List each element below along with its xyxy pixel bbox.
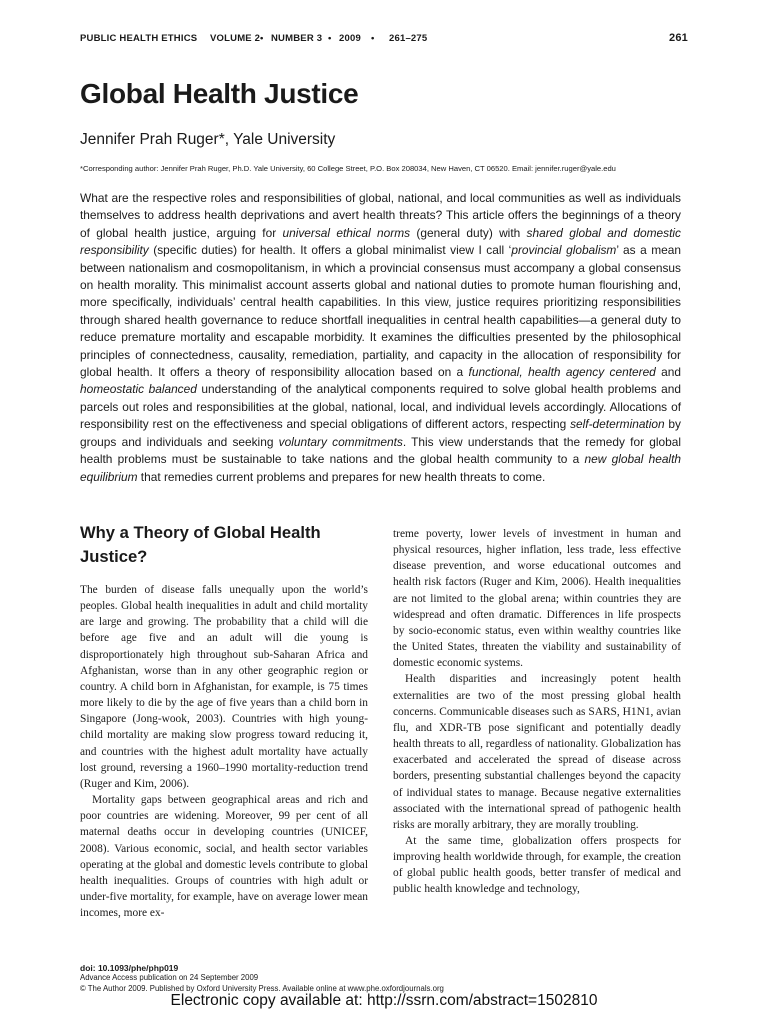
author-line: Jennifer Prah Ruger*, Yale University xyxy=(80,131,336,148)
right-column xyxy=(393,526,681,898)
left-column xyxy=(80,521,368,921)
corresponding-author-note: *Corresponding author: Jennifer Prah Ruger, Ph.D. Yale University, 60 College Street, P.O. Box 208034, New Haven, CT 06520. Email: jennifer.ruger@yale.edu xyxy=(80,164,616,173)
abstract: What are the respective roles and responsibilities of global, national, and local communities as well as individuals themselves to address health deprivations and avert health threats? This article offers the beginnings of a theory of global health justice, arguing for universal ethical norms (general duty) with shared global and domestic responsibility (specific duties) for health. It offers a global minimalist view I call ‘provincial globalism’ as a mean between nationalism and cosmopolitanism, in which a provincial consensus must accompany a global consensus on health morality. This minimalist account asserts global and national duties to promote human flourishing and, more specifically, individuals’ central health capabilities. In this view, justice requires prioritizing responsibilities through shared health governance to reduce shortfall inequalities in central health capabilities—a general duty to reduce premature mortality and escapable morbidity. It examines the difficulties presented by the philosophical principles of connectedness, causality, remediation, partiality, and capacity in the allocation of responsibility for global health. It offers a theory of responsibility allocation based on a functional, health agency centered and homeostatic balanced understanding of the analytical components required to solve global health problems and parcels out roles and responsibilities at the global, national, local, and individual levels accordingly. Allocations of responsibility rest on the effectiveness and special obligations of different actors, respecting self-determination by groups and individuals and seeking voluntary commitments. This view understands that the remedy for global health problems must be sustainable to take nations and the global health community to a new global health equilibrium that remedies current problems and prepares for new health threats to come. xyxy=(80,191,682,484)
section-heading: Why a Theory of Global Health Justice? xyxy=(80,523,321,566)
journal-volume: VOLUME 2 xyxy=(210,33,261,44)
ssrn-watermark: Electronic copy available at: http://ssrn.com/abstract=1502810 xyxy=(170,992,598,1009)
body-paragraph: At the same time, globalization offers prospects for improving health worldwide through, for example, the creation of global public health goods, better transfer of medical and public health knowledge and technology, xyxy=(393,834,681,896)
body-paragraph: The burden of disease falls unequally upon the world’s peoples. Global health inequalities in adult and child mortality are large and growing. The probability that a child will die before age five and an adult will die young is disproportionately high throughout sub-Saharan Africa and Afghanistan, worse than in any other geographic region or country. A child born in Afghanistan, for example, is 75 times more likely to die by the age of five years than a child born in Singapore (Jong-wook, 2003). Countries with high young-child mortality are making slow progress toward reducing it, and countries with the highest adult mortality have actually lost ground, reversing a 1960–1990 mortality-reduction trend (Ruger and Kim, 2006). xyxy=(80,584,368,790)
page-range: 261–275 xyxy=(389,33,428,44)
doi-link[interactable]: doi: 10.1093/phe/php019 xyxy=(80,963,179,973)
footer xyxy=(80,963,444,994)
journal-year: 2009 xyxy=(339,33,361,44)
separator-dot: • xyxy=(371,33,375,44)
journal-number: NUMBER 3 xyxy=(271,33,323,44)
copyright-note: © The Author 2009. Published by Oxford University Press. Available online at www.phe.oxfordjournals.org xyxy=(80,983,444,993)
body-paragraph: treme poverty, lower levels of investment in human and physical resources, higher inflation, less trade, less effective disease prevention, and worse educational outcomes and health risk factors (Ruger and Kim, 2006). Health inequalities are not limited to the global arena; within countries they are widespread and often dramatic. Differences in life prospects by socio-economic status, even within wealthy countries like the United States, threaten the viability and sustainability of domestic economic systems. xyxy=(393,528,681,670)
separator-dot: • xyxy=(328,33,332,44)
body-paragraph: Mortality gaps between geographical areas and rich and poor countries are widening. Moreover, 99 per cent of all maternal deaths occur in developing countries (UNICEF, 2008). Various economic, social, and health sector variables operating at the global and domestic levels contribute to global health inequalities. Groups of countries with high adult or under-five mortality, for example, have on average lower mean incomes, more ex- xyxy=(80,794,368,920)
advance-access-note: Advance Access publication on 24 September 2009 xyxy=(80,973,259,983)
page-number: 261 xyxy=(669,32,688,44)
running-header xyxy=(80,33,688,47)
journal-name: PUBLIC HEALTH ETHICS xyxy=(80,33,198,44)
separator-dot: • xyxy=(260,33,264,44)
body-paragraph: Health disparities and increasingly potent health externalities are two of the most pressing global health concerns. Communicable diseases such as SARS, H1N1, avian flu, and XDR-TB pose significant and potentially deadly health threats to all, regardless of nationality. Globalization has exacerbated and accelerated the spread of disease across borders, presenting substantial challenges beyond the capacity of individual states to manage. Because negative externalities associated with the international spread of pathogenic health risks are morally arbitrary, they are morally troubling. xyxy=(393,673,681,831)
article-title: Global Health Justice xyxy=(80,78,359,109)
